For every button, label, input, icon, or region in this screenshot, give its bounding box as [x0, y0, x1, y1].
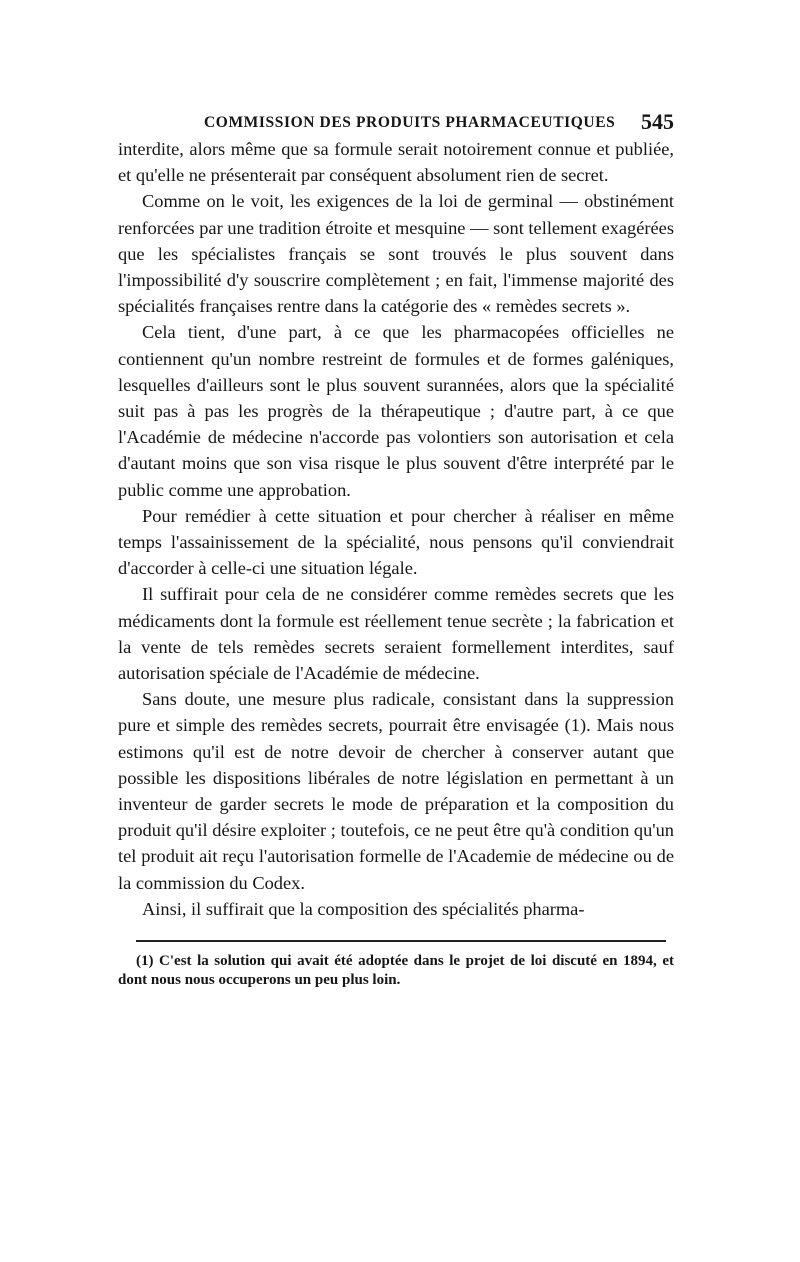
paragraph-continuation: interdite, alors même que sa formule serait notoirement connue et publiée, et qu'elle ne présenterait par conséquent absolument rien de secret. [118, 139, 674, 186]
running-head [118, 104, 674, 136]
paragraph-germinal-law: Comme on le voit, les exigences de la loi de germinal — obstinément renforcées par une tradition étroite et mesquine — sont tellement exagérées que les spécialistes français se sont trouvés le plus souvent dans l'impossibilité d'y souscrire complètement ; en fait, l'immense majorité des spécialités françaises rentre dans la catégorie des « remèdes secrets ». [118, 191, 674, 317]
footnote [118, 952, 674, 990]
footnote-rule [136, 940, 666, 942]
paragraph-remedy: Pour remédier à cette situation et pour chercher à réaliser en même temps l'assainissement de la spécialité, nous pensons qu'il conviendrait d'accorder à celle-ci une situation légale. [118, 505, 674, 579]
body-text [118, 136, 674, 922]
paragraph-radical-measure: Sans doute, une mesure plus radicale, consistant dans la suppression pure et simple des remèdes secrets, pourrait être envisagée (1). Mais nous estimons qu'il est de notre devoir de chercher à conserver autant que possible les dispositions libérales de notre législation en permettant à un inventeur de garder secrets le mode de préparation et la composition du produit qu'il désire exploiter ; toutefois, ce ne peut être qu'à condition qu'un tel produit ait reçu l'autorisation formelle de l'Academie de médecine ou de la commission du Codex. [118, 689, 674, 893]
book-page [118, 104, 674, 990]
running-title: COMMISSION DES PRODUITS PHARMACEUTIQUES [204, 114, 616, 131]
paragraph-secret-remedies: Il suffirait pour cela de ne considérer comme remèdes secrets que les médicaments dont la formule est réellement tenue secrète ; la fabrication et la vente de tels remèdes secrets seraient formellement interdites, sauf autorisation spéciale de l'Académie de médecine. [118, 584, 674, 684]
paragraph-conclusion: Ainsi, il suffirait que la composition des spécialités pharma- [142, 898, 585, 919]
paragraph-pharmacopoeias: Cela tient, d'une part, à ce que les pharmacopées officielles ne contiennent qu'un nombre restreint de formules et de formes galéniques, lesquelles d'ailleurs sont le plus souvent surannées, alors que la spécialité suit pas à pas les progrès de la thérapeutique ; d'autre part, à ce que l'Académie de médecine n'accorde pas volontiers son autorisation et cela d'autant moins que son visa risque le plus souvent d'être interprété par le public comme une approbation. [118, 322, 674, 500]
footnote-text: (1) C'est la solution qui avait été adoptée dans le projet de loi discuté en 1894, et dont nous nous occuperons un peu plus loin. [118, 953, 674, 989]
page-number: 545 [641, 109, 674, 134]
